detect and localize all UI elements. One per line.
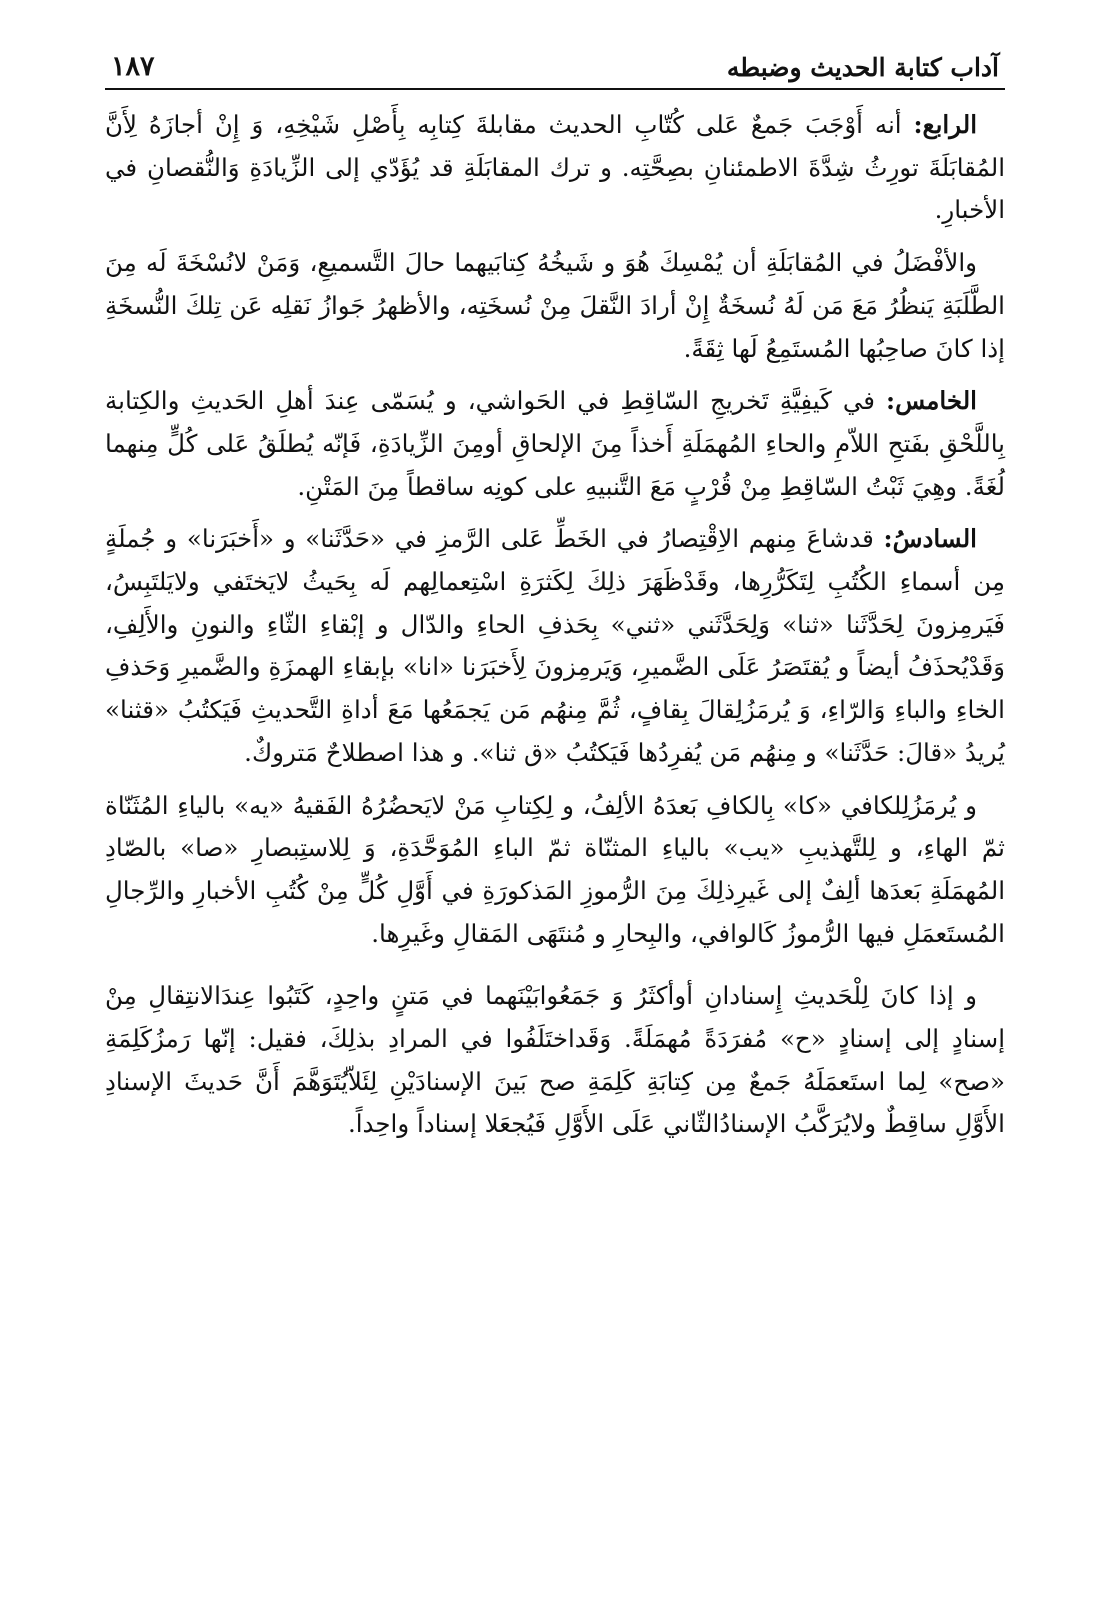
running-header — [105, 40, 1005, 90]
paragraph-text: أنه أَوْجَبَ جَمعٌ عَلى كُتّابِ الحديث مقابلةَ كِتابِه بِأَصْلِ شَيْخِهِ، وَ إِنْ أجازَهُ لِأَنَّ المُقابَلَةَ تورِثُ شِدَّةَ الاطمئنانِ بصِحَّتِه. و ترك المقابَلَةِ قد يُؤَدّي إلى الزِّيادَةِ وَالنُّقصانِ في الأخبارِ. — [105, 110, 1005, 225]
paragraph-text: والأفْضَلُ في المُقابَلَةِ أن يُمْسِكَ هُوَ و شَيخُهُ كِتابَيهما حالَ التَّسميعِ، وَمَنْ لانُسْخَةَ لَه مِنَ الطَّلَبَةِ يَنظُرُ مَعَ مَن لَهُ نُسخَةٌ إِنْ أرادَ النَّقلَ مِنْ نُسخَتِه، والأظهرُ جَوازُ نَقلِه عَن تِلكَ النُّسخَةِ إذا كانَ صاحِبُها المُستَمِعُ لَها ثِقَةً. — [105, 248, 1005, 363]
page-body — [105, 104, 1005, 1146]
paragraph-isnad — [105, 975, 1005, 1146]
paragraph-abbreviations — [105, 785, 1005, 956]
header-title: آداب كتابة الحديث وضبطه — [726, 53, 999, 82]
paragraph-text: قدشاعَ مِنهم الاِقْتِصارُ في الخَطِّ عَلى الرَّمزِ في «حَدَّثَنا» و «أَخبَرَنا» و جُملَةٍ مِن أسماءِ الكُتُبِ لِتَكَرُّرِها، وقَدْظَهَرَ ذلِكَ لِكَثرَةِ اسْتِعمالِهم لَه بِحَيثُ لايَختَفي ولايَلتَبِسُ، فَيَرمِزونَ لِحَدَّثَنا «ثنا» وَلِحَدَّثَني «ثني» بِحَذفِ الحاءِ والدّال و إبْقاءِ الثّاءِ والنونِ والأَلِفِ، وَقَدْيُحذَفُ أيضاً و يُقتَصَرُ عَلَى الضَّميرِ، وَيَرمِزونَ لِأَخبَرَنا «انا» بإبقاءِ الهمزَةِ والضَّميرِ وَحَذفِ الخاءِ والباءِ وَالرّاءِ، وَ يُرمَزُلِقالَ بِقافٍ، ثُمَّ مِنهُم مَن يَجمَعُها مَعَ أداةِ التَّحديثِ فَيَكتُبُ «قثنا» يُريدُ «قالَ: حَدَّثَنا» و مِنهُم مَن يُفرِدُها فَيَكتُبُ «ق ثنا». و هذا اصطلاحٌ مَتروكٌ. — [105, 524, 1005, 767]
paragraph-fourth — [105, 104, 1005, 232]
paragraph-text: في كَيفِيَّةِ تَخريجِ السّاقِطِ في الحَواشي، و يُسَمّى عِندَ أهلِ الحَديثِ والكِتابة بِاللَّحْقِ بفَتحِ اللاّمِ والحاءِ المُهمَلَةِ أَخذاً مِنَ الإلحاقِ أومِنَ الزِّيادَةِ، فَإنّه يُطلَقُ عَلى كُلٍّ مِنهما لُغَةً. وهِيَ ثَبْتُ السّاقِطِ مِنْ قُرْبٍ مَعَ التَّنبيهِ على كونِه ساقطاً مِنَ المَتْنِ. — [105, 386, 1005, 501]
paragraph-fifth — [105, 380, 1005, 508]
book-page — [105, 40, 1005, 1146]
paragraph-sixth — [105, 518, 1005, 774]
paragraph-text: و إذا كانَ لِلْحَديثِ إِسنادانِ أوأكثَرُ وَ جَمَعُوابَيْنَهما في مَتنٍ واحِدٍ، كَتَبُوا عِندَالانتِقالِ مِنْ إسنادٍ إلى إسنادٍ «ح» مُفرَدَةً مُهمَلَةً. وَقَداختَلَفُوا في المرادِ بذلِكَ، فقيل: إنّها رَمزُكَلِمَةِ «صح» لِما استَعمَلَهُ جَمعٌ مِن كِتابَةِ كَلِمَةِ صح بَينَ الإسنادَيْنِ لِئَلاّيُتَوَهَّمَ أَنَّ حَديثَ الإسنادِ الأَوَّلِ ساقِطٌ ولايُرَكَّبُ الإسنادُالثّاني عَلَى الأَوَّلِ فَيُجعَلا إسناداً واحِداً. — [105, 981, 1005, 1139]
paragraph-heading: الخامس: — [886, 386, 977, 416]
paragraph-heading: الرابع: — [913, 110, 977, 139]
paragraph-comparison — [105, 242, 1005, 370]
paragraph-heading: السادسُ: — [883, 524, 977, 554]
paragraph-text: و يُرمَزُلِلكافي «كا» بِالكافِ بَعدَهُ الألِفُ، و لِكِتابِ مَنْ لايَحضُرُهُ الفَقيهُ «يه» بالياءِ المُثَنّاة ثمّ الهاءِ، و لِلتَّهذيبِ «يب» بالياءِ المثنّاة ثمّ الباءِ المُوَحَّدَةِ، وَ لِلاستِبصارِ «صا» بالصّادِ المُهمَلَةِ بَعدَها ألِفٌ إلى غَيرِذلِكَ مِنَ الرُّموزِ المَذكورَةِ في أَوَّلِ كُلٍّ مِنْ كُتُبِ الأخبارِ والرِّجالِ المُستَعمَلِ فيها الرُّموزُ كَالوافي، والبِحارِ و مُنتَهَى المَقالِ وغَيرِها. — [105, 790, 1005, 948]
page-number: ١٨٧ — [111, 51, 155, 82]
